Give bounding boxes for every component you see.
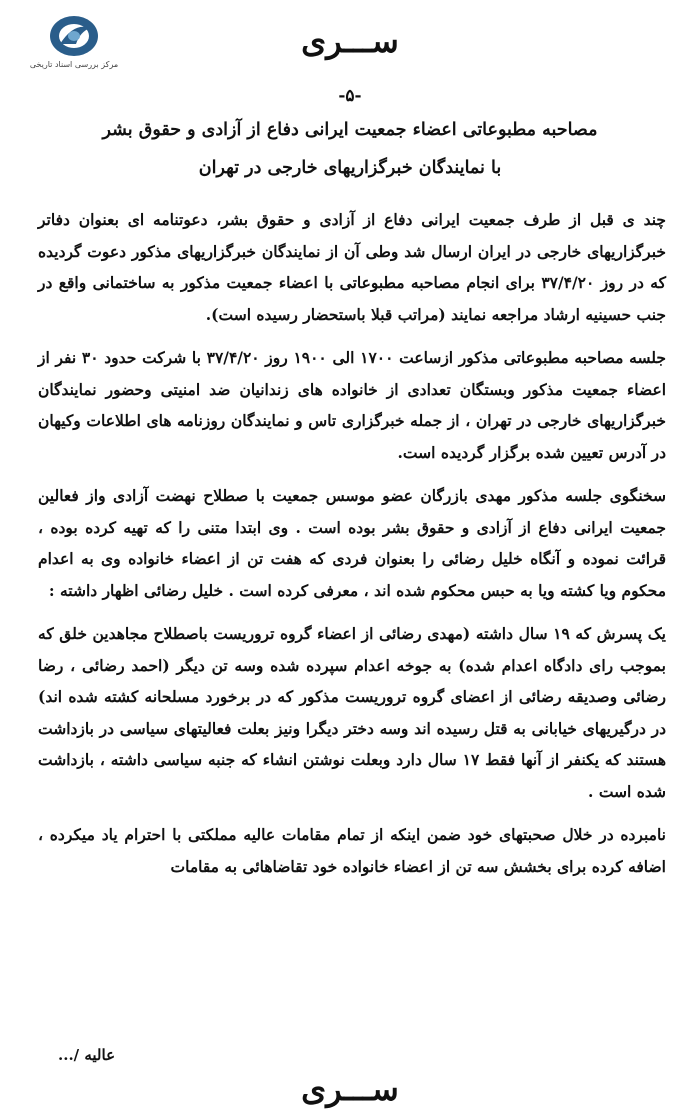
page-number: -۵- — [338, 86, 362, 106]
paragraph: چند ی قبل از طرف جمعیت ایرانی دفاع از آزادی و حقوق بشر، دعوتنامه ای بعنوان دفاتر خبرگزاریهای خارجی در ایران ارسال شد وطی آن از نمایندگان خبرگزاریهای مذکور دعوت گردیده که در روز ۳۷/۴/۲۰ برای انجام مصاحبه مطبوعاتی با اعضاء جمعیت مذکور به ساختمانی واقع در جنب حسینیه ارشاد مراجعه نمایند (مراتب قبلا باستحضار رسیده است). — [38, 210, 666, 324]
document-title-line-1: مصاحبه مطبوعاتی اعضاء جمعیت ایرانی دفاع از آزادی و حقوق بشر — [102, 120, 598, 140]
paragraph: سخنگوی جلسه مذکور مهدی بازرگان عضو موسس جمعیت با صطلاح نهضت آزادی واز فعالین جمعیت ایرانی دفاع از آزادی و حقوق بشر بوده است . وی ابتدا متنی را که تهیه کرده بوده ، قرائت نموده و آنگاه خلیل رضائی را بعنوان فردی که هفت تن از اعضاء خانواده وی به اعدام محکوم ویا کشته ویا به حبس محکوم شده اند ، معرفی کرده است . خلیل رضائی اظهار داشته : — [38, 486, 666, 600]
classification-top: ســـری — [301, 22, 399, 60]
classification-bottom: ســـری — [301, 1070, 399, 1108]
paragraph: جلسه مصاحبه مطبوعاتی مذکور ازساعت ۱۷۰۰ الی ۱۹۰۰ روز ۳۷/۴/۲۰ با شرکت حدود ۳۰ نفر از اعضاء جمعیت مذکور وبستگان تعدادی از خانواده های زندانیان ضد امنیتی وحضور نمایندگان خبرگزاریهای خارجی در تهران ، از جمله خبرگزاری تاس و نمایندگان روزنامه های اطلاعات وکیهان در آدرس تعیین شده برگزار گردیده است. — [38, 348, 667, 462]
logo-caption: مرکز بررسی اسناد تاریخی — [29, 60, 119, 69]
paragraph: یک پسرش که ۱۹ سال داشته (مهدی رضائی از اعضاء گروه تروریست باصطلاح مجاهدین خلق که بموجب رای دادگاه اعدام شده) به جوخه اعدام سپرده شده وسه تن دیگر (احمد رضائی ، رضا رضائی وصدیقه رضائی از اعضای گروه تروریست مذکور که در برخورد مسلحانه کشته شده اند) در درگیریهای خیابانی به قتل رسیده اند وسه دختر دیگرا ونیز بعلت فعالیتهای سیاسی در بازداشت هستند که یکنفر از آنها فقط ۱۷ سال دارد وبعلت نوشتن انشاء که جنبه سیاسی داشته ، بازداشت شده است . — [38, 624, 667, 801]
document-title-line-2: با نمایندگان خبرگزاریهای خارجی در تهران — [198, 158, 502, 178]
continuation-note: عالیه /... — [58, 1046, 116, 1064]
document-body — [38, 204, 666, 894]
paragraph: نامبرده در خلال صحبتهای خود ضمن اینکه از تمام مقامات عالیه مملکتی با احترام یاد میکرده ، اضافه کرده برای بخشش سه تن از اعضاء خانواده خود تقاضاهائی به مقامات — [38, 825, 666, 876]
